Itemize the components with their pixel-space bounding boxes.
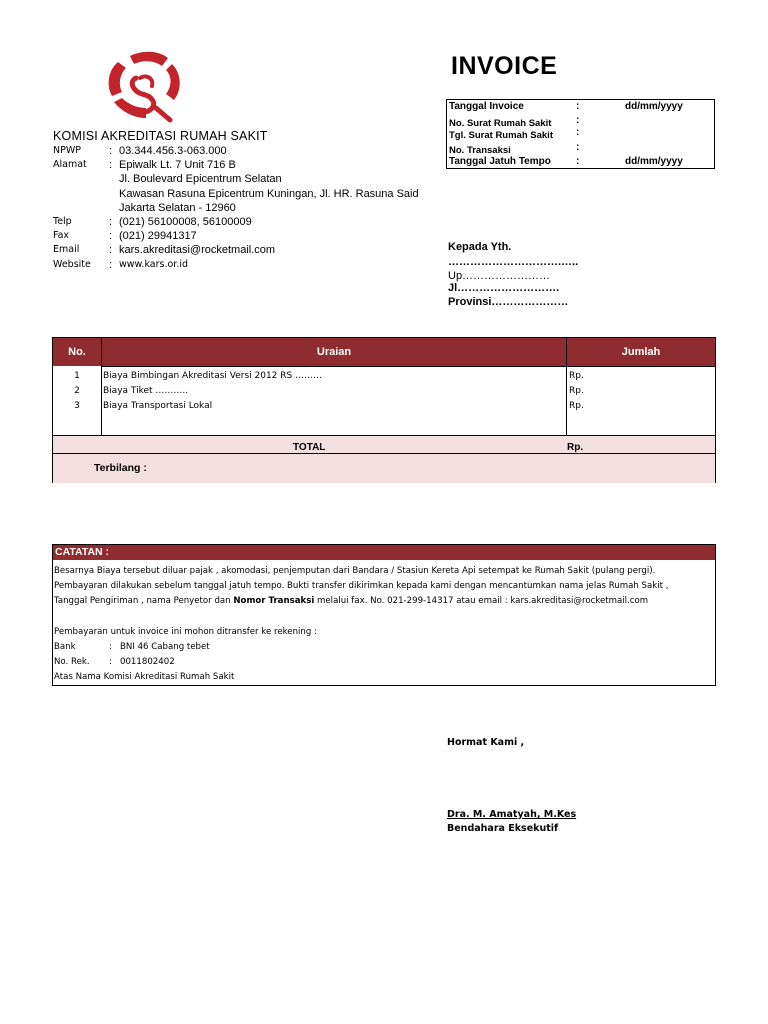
org-info-row: Email : kars.akreditasi@rocketmail.com: [53, 244, 276, 257]
org-info-row: Telp : (021) 56100008, 56100009: [53, 215, 252, 228]
info-value: (021) 56100008, 56100009: [119, 215, 252, 228]
total-value: Rp.: [567, 442, 584, 453]
recipient-heading: Kepada Yth.: [448, 241, 512, 253]
total-label: TOTAL: [293, 442, 326, 453]
recipient-name-line: ………………………….…..: [448, 255, 579, 268]
table-row: 2 Biaya Tiket ……….. Rp.: [74, 386, 584, 396]
info-value: Epiwalk Lt. 7 Unit 716 B: [119, 159, 236, 172]
invoice-details-box: Tanggal Invoice : dd/mm/yyyy No. Surat Rumah Sakit : Tgl. Surat Rumah Sakit : No. Transaksi : Tanggal Jatuh Tempo : dd/mm/yyyy: [446, 99, 715, 169]
items-table: [52, 337, 716, 483]
terbilang-label: Terbilang :: [94, 462, 147, 474]
info-value: (021) 29941317: [119, 230, 197, 243]
signature-name: Dra. M. Amatyah, M.Kes: [447, 809, 577, 820]
signature-title: Bendahara Eksekutif: [447, 823, 559, 834]
info-label: Email: [53, 244, 80, 256]
invoice-title: INVOICE: [451, 52, 558, 80]
column-header-no: No.: [53, 338, 101, 366]
info-value: kars.akreditasi@rocketmail.com: [119, 244, 276, 257]
kars-logo-icon: [100, 48, 186, 126]
table-row: 1 Biaya Bimbingan Akreditasi Versi 2012 RS ……… Rp.: [74, 371, 584, 381]
column-header-jumlah: Jumlah: [567, 338, 715, 366]
bank-row: Bank : BNI 46 Cabang tebet: [54, 641, 210, 652]
info-label: Alamat: [53, 159, 87, 171]
org-info-row: [53, 187, 433, 201]
info-value: www.kars.or.id: [119, 258, 189, 270]
recipient-block: [448, 240, 578, 310]
notes-line: Pembayaran untuk invoice ini mohon ditransfer ke rekening :: [54, 626, 317, 637]
info-value: 03.344.456.3-063.000: [119, 145, 227, 157]
notes-section: [52, 544, 716, 686]
recipient-jl-line: Jl……………………….: [448, 281, 560, 294]
notes-body: [54, 564, 714, 686]
column-header-uraian: Uraian: [102, 338, 566, 366]
org-info-row: [53, 201, 433, 215]
info-label: NPWP: [53, 145, 81, 156]
notes-line: Pembayaran dilakukan sebelum tanggal jatuh tempo. Bukti transfer dikirimkan kepada kami dengan mencantumkan nama jelas Rumah Sakit ,: [54, 581, 669, 592]
info-label: Website: [53, 258, 91, 270]
org-info-row: Website : www.kars.or.id: [53, 258, 189, 271]
signature-closing: Hormat Kami ,: [447, 737, 525, 748]
recipient-up-line: Up……………………: [448, 270, 551, 282]
notes-line: Atas Nama Komisi Akreditasi Rumah Sakit: [54, 672, 235, 683]
recipient-provinsi-line: Provinsi…………………: [448, 296, 569, 308]
org-info: [53, 144, 433, 272]
info-label: Fax: [53, 230, 70, 242]
info-value: Kawasan Rasuna Epicentrum Kuningan, Jl. HR. Rasuna Said: [119, 187, 419, 200]
org-info-row: [53, 172, 433, 186]
table-row: 3 Biaya Transportasi Lokal Rp.: [74, 401, 584, 411]
info-value: Jl. Boulevard Epicentrum Selatan: [119, 173, 282, 186]
info-value: Jakarta Selatan - 12960: [119, 201, 236, 214]
items-list: [53, 369, 715, 414]
total-row: [53, 435, 715, 453]
rek-row: No. Rek. : 0011802402: [54, 657, 175, 668]
notes-heading: CATATAN :: [53, 545, 715, 560]
notes-line: Besarnya Biaya tersebut diluar pajak , akomodasi, penjemputan dari Bandara / Stasiun Kereta Api setempat ke Rumah Sakit (pulang pergi).: [54, 566, 656, 576]
org-info-row: NPWP : 03.344.456.3-063.000: [53, 145, 227, 157]
terbilang-row: [53, 453, 715, 483]
org-info-row: Fax : (021) 29941317: [53, 230, 197, 243]
notes-line: Tanggal Pengiriman , nama Penyetor dan Nomor Transaksi melalui fax. No. 021-299-14317 atau email : kars.akreditasi@rocketmail.com: [54, 596, 649, 607]
org-name: KOMISI AKREDITASI RUMAH SAKIT: [53, 129, 268, 143]
info-label: Telp: [53, 215, 72, 227]
org-info-row: Alamat : Epiwalk Lt. 7 Unit 716 B: [53, 159, 236, 172]
